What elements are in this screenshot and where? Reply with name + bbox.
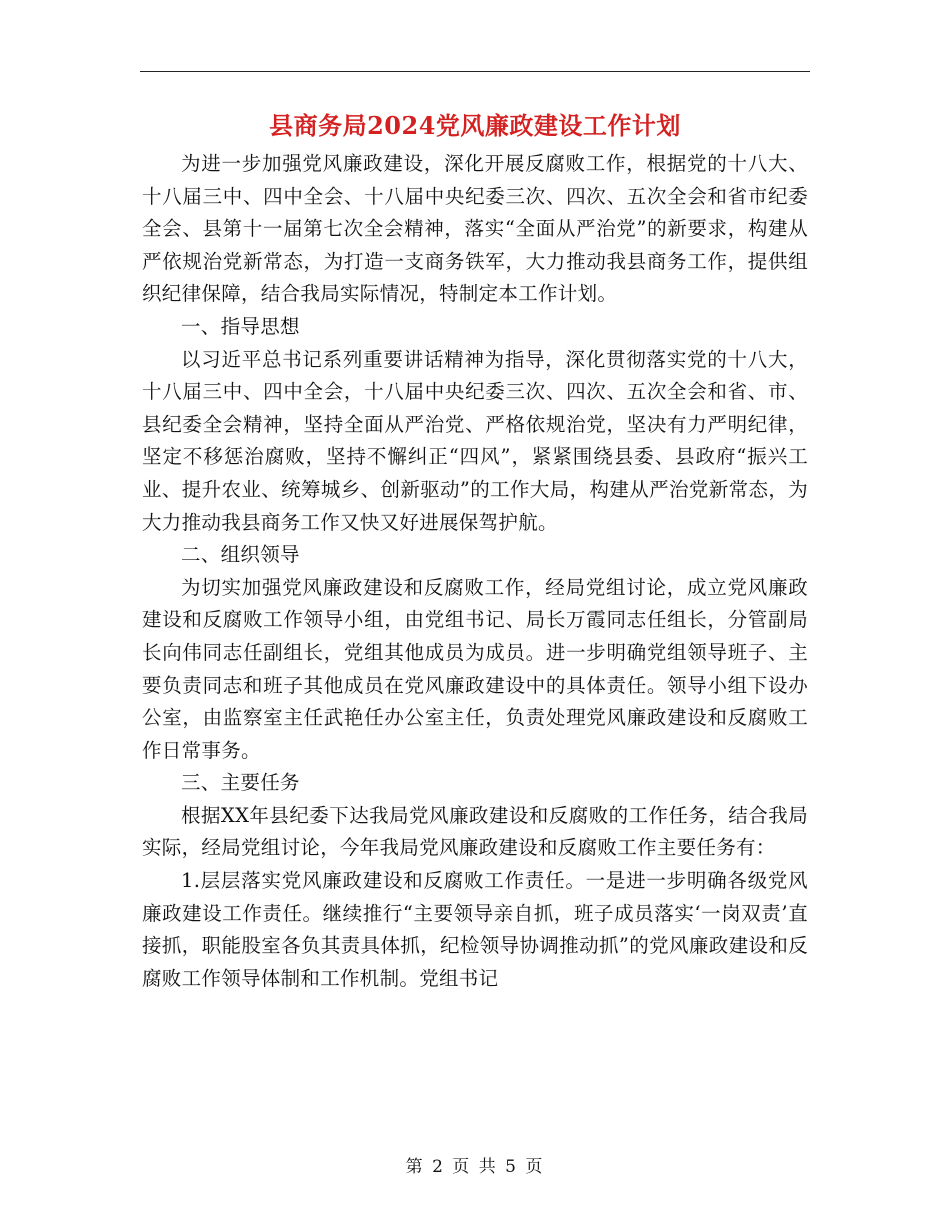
intro-paragraph: 为进一步加强党风廉政建设，深化开展反腐败工作，根据党的十八大、十八届三中、四中全会、十八届中央纪委三次、四次、五次全会和省市纪委全会、县第十一届第七次全会精神，落实“全面从严治党”的新要求，构建从严依规治党新常态，为打造一支商务铁军，大力推动我县商务工作，提供组织纪律保障，结合我局实际情况，特制定本工作计划。 [142,152,808,306]
section-heading-guiding-ideology: 一、指导思想 [181,314,300,338]
guiding-ideology-paragraph: 以习近平总书记系列重要讲话精神为指导，深化贯彻落实党的十八大，十八届三中、四中全会，十八届中央纪委三次、四次、五次全会和省、市、县纪委全会精神，坚持全面从严治党、严格依规治党，坚决有力严明纪律，坚定不移惩治腐败，坚持不懈纠正“四风”，紧紧围绕县委、县政府“振兴工业、提升农业、统筹城乡、创新驱动”的工作大局，构建从严治党新常态，为大力推动我县商务工作又快又好进展保驾护航。 [142,347,808,534]
document-title: 县商务局2024党风廉政建设工作计划 [269,111,681,140]
main-tasks-paragraph: 根据XX年县纪委下达我局党风廉政建设和反腐败的工作任务，结合我局实际，经局党组讨论，今年我局党风廉政建设和反腐败工作主要任务有： [142,803,808,860]
section-heading-organization: 二、组织领导 [181,543,300,567]
page-number-footer: 第 2 页 共 5 页 [405,1157,545,1177]
header-rule [140,71,810,72]
document-body [142,148,808,995]
task-1-paragraph: 1.层层落实党风廉政建设和反腐败工作责任。一是进一步明确各级党风廉政建设工作责任。继续推行“主要领导亲自抓，班子成员落实‘一岗双责’直接抓，职能股室各负其责具体抓，纪检领导协调推动抓”的党风廉政建设和反腐败工作领导体制和工作机制。党组书记 [142,869,808,990]
section-heading-main-tasks: 三、主要任务 [181,771,300,795]
organization-paragraph: 为切实加强党风廉政建设和反腐败工作，经局党组讨论，成立党风廉政建设和反腐败工作领导小组，由党组书记、局长万霞同志任组长，分管副局长向伟同志任副组长，党组其他成员为成员。进一步明确党组领导班子、主要负责同志和班子其他成员在党风廉政建设中的具体责任。领导小组下设办公室，由监察室主任武艳任办公室主任，负责处理党风廉政建设和反腐败工作日常事务。 [142,575,808,762]
